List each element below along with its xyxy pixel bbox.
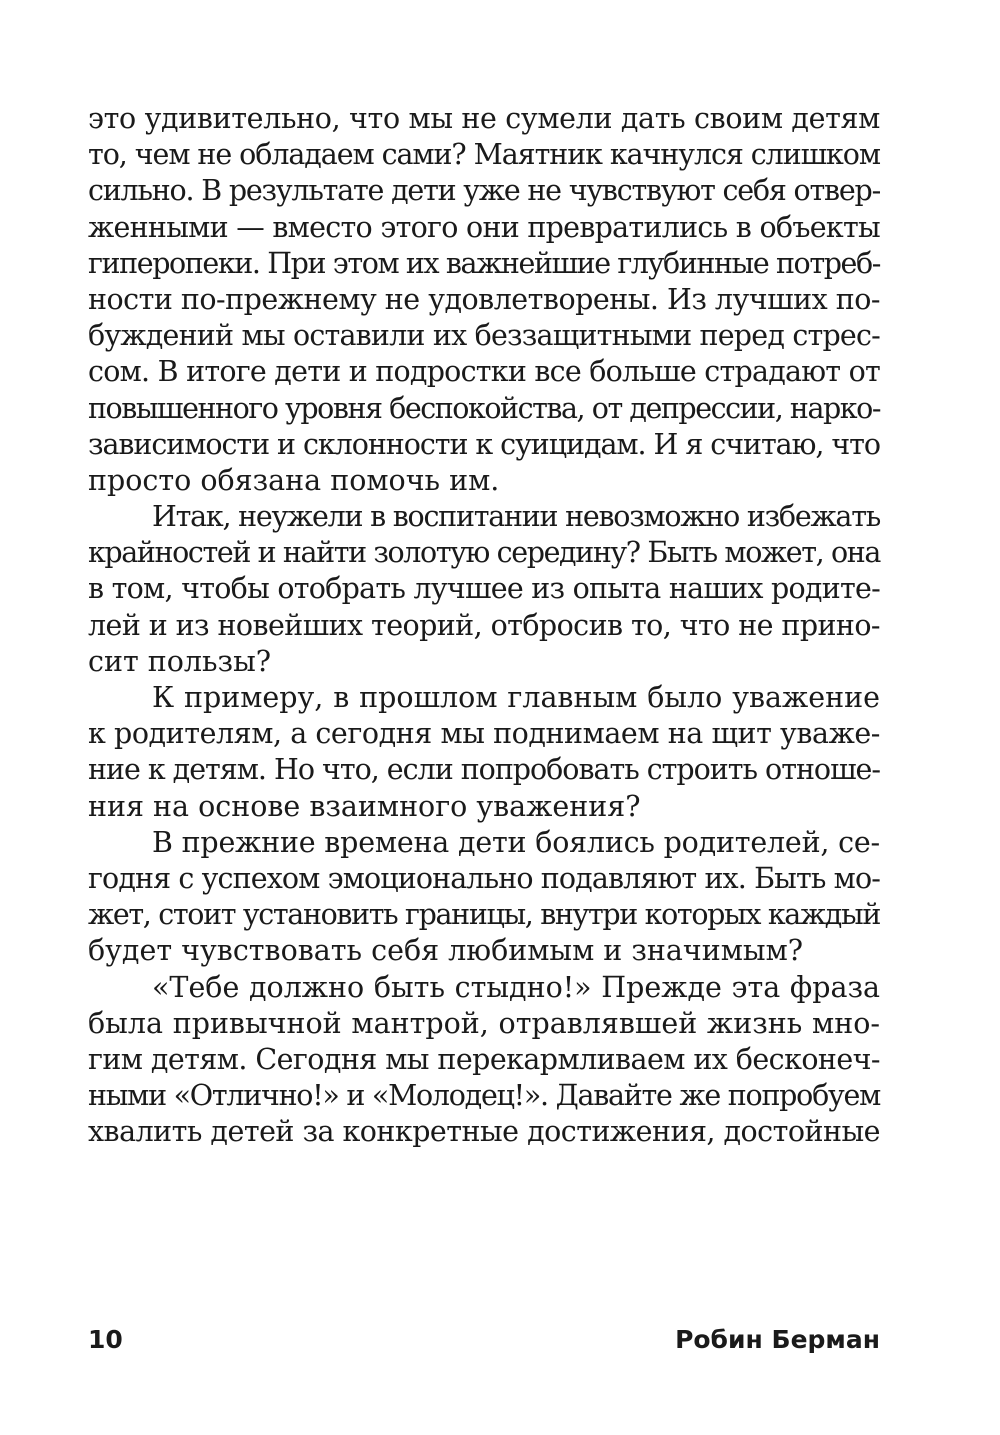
- text-line: ние к детям. Но что, если попробовать строить отноше-: [88, 753, 881, 787]
- text-line: просто обязана помочь им.: [88, 463, 500, 497]
- page-number: 10: [88, 1325, 123, 1354]
- text-line: жет, стоит установить границы, внутри которых каждый: [88, 898, 880, 932]
- text-line: к родителям, а сегодня мы поднимаем на щит уваже-: [88, 717, 880, 751]
- text-line: сильно. В результате дети уже не чувствуют себя отвер-: [88, 174, 880, 208]
- text-line: ния на основе взаимного уважения?: [88, 789, 641, 823]
- text-line: крайностей и найти золотую середину? Быть может, она: [88, 536, 880, 570]
- text-line: буждений мы оставили их беззащитными перед стрес-: [88, 319, 880, 353]
- page-footer: [88, 1320, 880, 1360]
- paragraph-first-line: Итак, неужели в воспитании невозможно избежать: [152, 500, 880, 534]
- text-line: сом. В итоге дети и подростки все больше страдают от: [88, 355, 880, 389]
- text-line: гиперопеки. При этом их важнейшие глубинные потреб-: [88, 246, 880, 280]
- text-line: зависимости и склонности к суицидам. И я считаю, что: [88, 427, 880, 461]
- text-line: сит пользы?: [88, 644, 272, 678]
- text-line: будет чувствовать себя любимым и значимым?: [88, 934, 804, 968]
- paragraph-first-line: К примеру, в прошлом главным было уважение: [152, 681, 880, 714]
- text-line: это удивительно, что мы не сумели дать своим детям: [88, 102, 880, 135]
- text-line: ности по-прежнему не удовлетворены. Из лучших по-: [88, 282, 880, 316]
- text-line: годня с успехом эмоционально подавляют их. Быть мо-: [88, 861, 880, 895]
- text-line: гим детям. Сегодня мы перекармливаем их бесконеч-: [88, 1042, 880, 1076]
- text-line: хвалить детей за конкретные достижения, достойные: [88, 1115, 880, 1149]
- paragraph-first-line: В прежние времена дети боялись родителей, се-: [152, 825, 880, 859]
- text-line: была привычной мантрой, отравлявшей жизнь мно-: [88, 1006, 880, 1040]
- text-line: лей и из новейших теорий, отбросив то, что не прино-: [88, 608, 880, 642]
- text-line: то, чем не обладаем сами? Маятник качнулся слишком: [88, 138, 880, 172]
- paragraph-first-line: «Тебе должно быть стыдно!» Прежде эта фраза: [152, 970, 880, 1004]
- text-line: в том, чтобы отобрать лучшее из опыта наших родите-: [88, 572, 880, 606]
- text-line: женными — вместо этого они превратились в объекты: [88, 210, 880, 244]
- text-line: ными «Отлично!» и «Молодец!». Давайте же попробуем: [88, 1079, 880, 1113]
- body-text: [88, 101, 880, 1150]
- text-line: повышенного уровня беспокойства, от депрессии, нарко-: [88, 391, 880, 425]
- running-footer-author: Робин Берман: [675, 1325, 880, 1354]
